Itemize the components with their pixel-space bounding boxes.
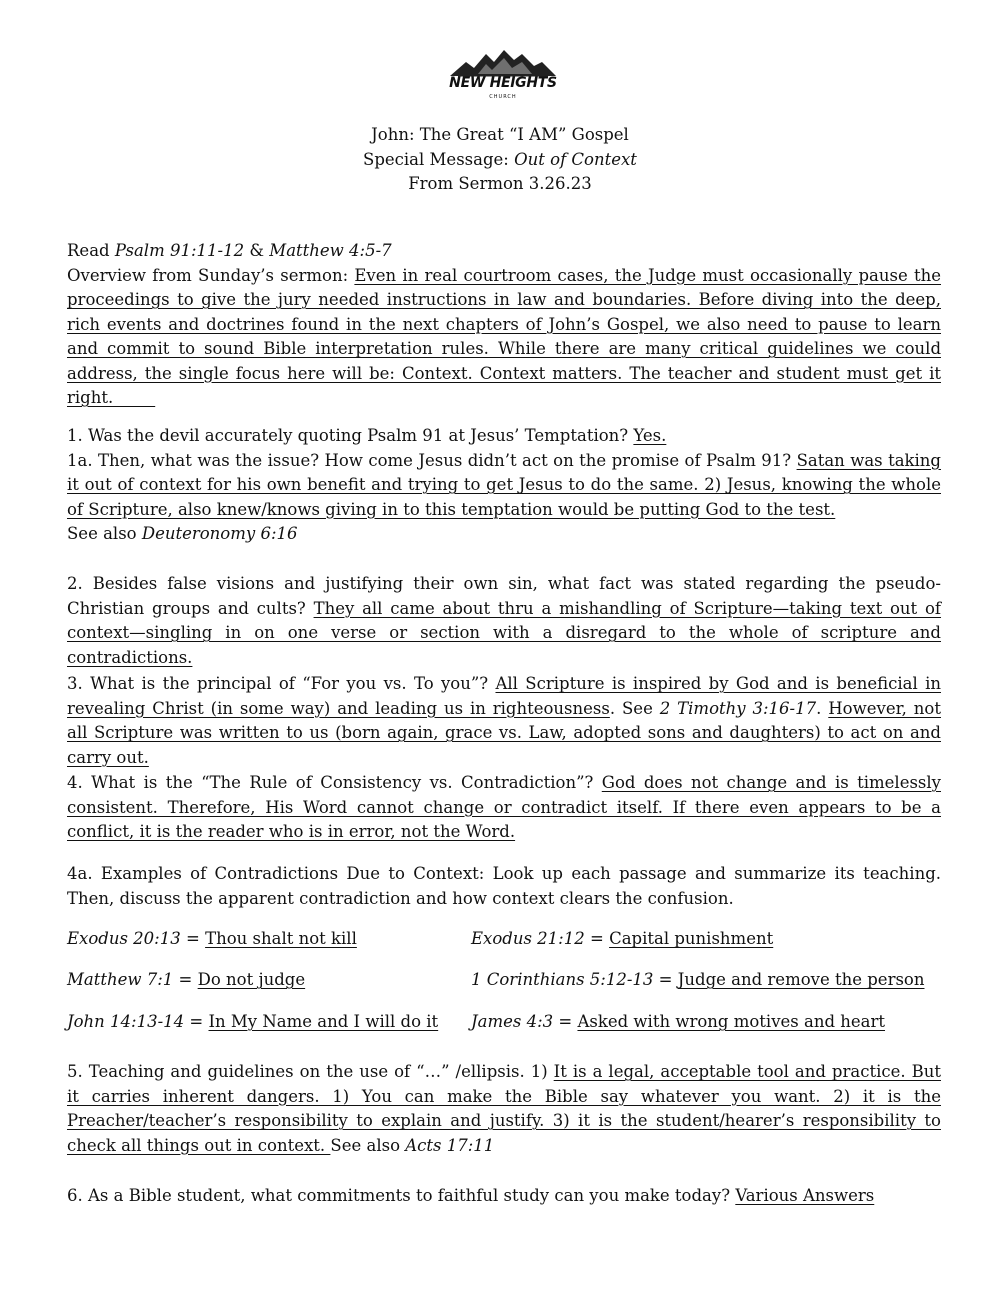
example-ref: Matthew 7:1 bbox=[67, 970, 174, 989]
q6-line bbox=[67, 1184, 941, 1209]
q5-line bbox=[67, 1060, 941, 1158]
q4a-text: 4a. Examples of Contradictions Due to Context: Look up each passage and summarize its teaching. Then, discuss the apparent contradiction and how context clears the confusion. bbox=[67, 864, 941, 908]
example-answer: Judge and remove the person bbox=[677, 970, 925, 989]
example-ref: John 14:13-14 bbox=[67, 1012, 185, 1031]
question-2 bbox=[67, 572, 941, 670]
logo-sub: CHURCH bbox=[489, 94, 517, 100]
example-right bbox=[471, 1012, 885, 1031]
example-eq: = bbox=[180, 929, 206, 948]
example-answer: Do not judge bbox=[197, 970, 306, 989]
mountain-logo-icon bbox=[448, 48, 558, 78]
q6-question: 6. As a Bible student, what commitments to faithful study can you make today? bbox=[67, 1186, 736, 1205]
q3-question: 3. What is the principal of “For you vs. To you”? bbox=[67, 674, 496, 693]
page-subtitle bbox=[0, 148, 1000, 172]
example-left bbox=[67, 970, 305, 989]
subtitle-prefix: Special Message: bbox=[363, 150, 515, 169]
question-4 bbox=[67, 771, 941, 845]
read-passage-2: Matthew 4:5-7 bbox=[269, 241, 392, 260]
q3-answer-1: All Scripture is inspired by God and is beneficial in revealing Christ (in some way) and leading us in righteousness bbox=[67, 674, 941, 718]
example-answer: Capital punishment bbox=[609, 929, 774, 948]
example-eq: = bbox=[553, 1012, 578, 1031]
overview-section bbox=[67, 239, 941, 411]
example-right bbox=[471, 929, 773, 948]
example-eq: = bbox=[184, 1012, 209, 1031]
example-eq: = bbox=[653, 970, 678, 989]
q1a-line bbox=[67, 449, 941, 523]
example-ref: 1 Corinthians 5:12-13 bbox=[471, 970, 654, 989]
subtitle-italic: Out of Context bbox=[514, 150, 637, 169]
q1a-question: 1a. Then, what was the issue? How come Jesus didn’t act on the promise of Psalm 91? bbox=[67, 450, 797, 470]
q1a-see-ref: Deuteronomy 6:16 bbox=[141, 524, 298, 543]
sermon-date: From Sermon 3.26.23 bbox=[408, 174, 592, 193]
example-eq: = bbox=[173, 970, 198, 989]
question-4a bbox=[67, 862, 941, 911]
q3-answer-2: However, not all Scripture was written to us (born again, grace vs. Law, adopted sons and daughters) to act on and carry out. bbox=[67, 698, 941, 767]
example-eq: = bbox=[584, 929, 610, 948]
read-prefix: Read bbox=[67, 241, 115, 260]
example-ref: Exodus 21:12 bbox=[471, 929, 585, 948]
example-right bbox=[471, 970, 924, 989]
q4-question: 4. What is the “The Rule of Consistency vs. Contradiction”? bbox=[67, 773, 602, 792]
overview-paragraph bbox=[67, 264, 941, 411]
q3-mid: . See bbox=[609, 698, 660, 718]
q1-answer: Yes. bbox=[633, 426, 667, 445]
q1-line bbox=[67, 424, 941, 449]
q3-ref: 2 Timothy 3:16-17 bbox=[659, 698, 817, 718]
question-3 bbox=[67, 672, 941, 770]
read-amp: & bbox=[244, 241, 270, 260]
q5-question: 5. Teaching and guidelines on the use of “…” /ellipsis. 1) bbox=[67, 1062, 554, 1081]
q1a-see-prefix: See also bbox=[67, 524, 142, 543]
q1a-answer: Satan was taking it out of context for his own benefit and trying to get Jesus to do the same. 2) Jesus, knowing the whole of Scripture, also knew/knows giving in to this temptation would be putting God to the test. bbox=[67, 450, 941, 519]
q4-answer: God does not change and is timelessly consistent. Therefore, His Word cannot change or contradict itself. If there even appears to be a conflict, it is the reader who is in error, not the Word. bbox=[67, 773, 941, 841]
overview-answer: Even in real courtroom cases, the Judge must occasionally pause the proceedings to give the jury needed instructions in law and boundaries. Before diving into the deep, rich events and doctrines found in the next chapters of John’s Gospel, we also need to pause to learn and commit to sound Bible interpretation rules. While there are many critical guidelines we could address, the single focus here will be: Context. Context matters. The teacher and student must get it right. bbox=[67, 265, 941, 407]
overview-prefix: Overview from Sunday’s sermon: bbox=[67, 265, 355, 285]
example-answer: In My Name and I will do it bbox=[208, 1012, 439, 1031]
q3-line bbox=[67, 672, 941, 770]
question-1 bbox=[67, 424, 941, 547]
q5-see-prefix: See also bbox=[330, 1135, 406, 1155]
page-title: John: The Great “I AM” Gospel bbox=[371, 125, 629, 144]
q6-answer: Various Answers bbox=[735, 1186, 875, 1205]
q4-line bbox=[67, 771, 941, 845]
example-answer: Asked with wrong motives and heart bbox=[577, 1012, 886, 1031]
example-left bbox=[67, 1012, 438, 1031]
q1-question: 1. Was the devil accurately quoting Psalm 91 at Jesus’ Temptation? bbox=[67, 426, 634, 445]
question-6 bbox=[67, 1184, 941, 1209]
q2-line bbox=[67, 572, 941, 670]
example-ref: Exodus 20:13 bbox=[67, 929, 181, 948]
q1a-see-also bbox=[67, 522, 941, 547]
read-passage-1: Psalm 91:11-12 bbox=[114, 241, 245, 260]
q2-answer: They all came about thru a mishandling of Scripture—taking text out of context—singling in on one verse or section with a disregard to the whole of scripture and contradictions. bbox=[67, 598, 942, 667]
logo-name: NEW HEIGHTS bbox=[449, 75, 557, 91]
example-left bbox=[67, 929, 357, 948]
q5-answer: It is a legal, acceptable tool and practice. But it carries inherent dangers. 1) You can make the Bible say whatever you want. 2) it is the Preacher/teacher’s responsibility to explain and justify. 3) it is the student/hearer’s responsibility to check all things out in context. bbox=[67, 1062, 941, 1155]
example-ref: James 4:3 bbox=[471, 1012, 554, 1031]
question-5 bbox=[67, 1060, 941, 1158]
church-logo bbox=[448, 48, 558, 106]
read-line bbox=[67, 239, 941, 264]
q2-question: 2. Besides false visions and justifying their own sin, what fact was stated regarding the pseudo-Christian groups and cults? bbox=[67, 574, 941, 618]
q3-mid-2: . bbox=[816, 698, 829, 718]
q5-see-ref: Acts 17:11 bbox=[405, 1135, 495, 1155]
example-answer: Thou shalt not kill bbox=[205, 929, 357, 948]
